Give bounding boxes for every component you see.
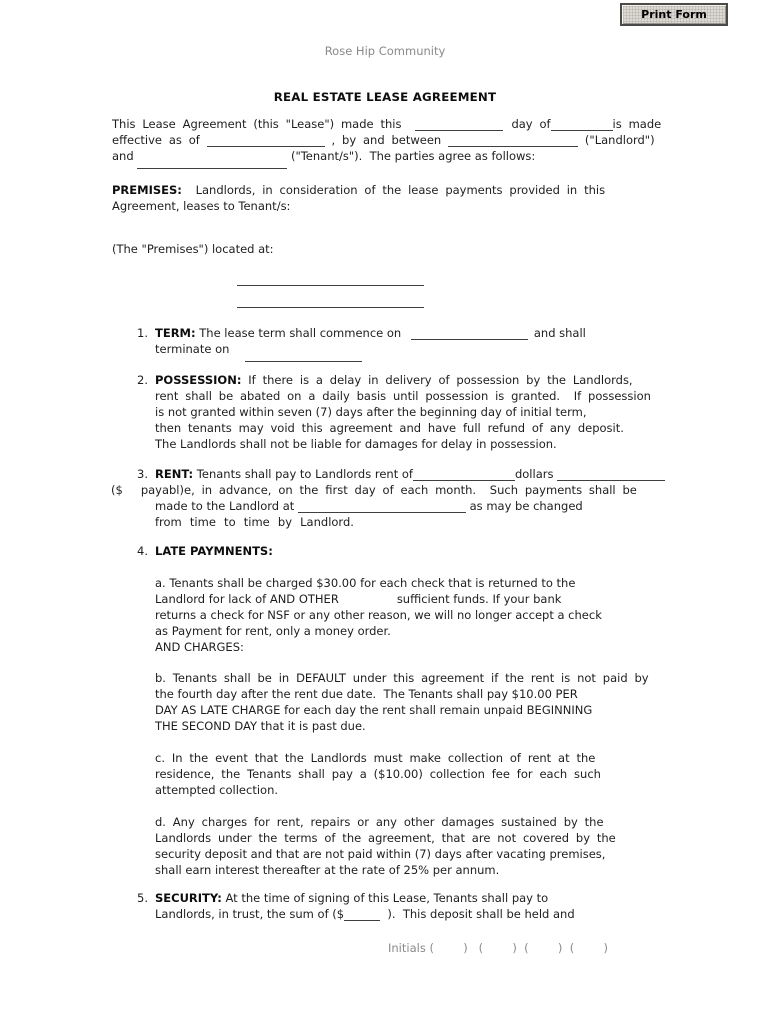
blank-fill-field bbox=[415, 130, 503, 131]
text-line bbox=[155, 907, 690, 923]
bold-label: TERM: bbox=[155, 326, 196, 340]
item-number: 5. bbox=[137, 891, 148, 905]
text-line bbox=[155, 831, 690, 847]
text-run: If there is a delay in delivery of possession by the Landlords, bbox=[241, 373, 633, 387]
text-line bbox=[155, 847, 690, 863]
text-line bbox=[112, 199, 672, 215]
text-line bbox=[155, 767, 690, 783]
list-item-possession bbox=[137, 373, 697, 453]
blank-fill-field bbox=[557, 480, 665, 481]
bold-label: SECURITY: bbox=[155, 891, 222, 905]
text-line bbox=[155, 703, 690, 719]
text-line bbox=[155, 405, 690, 421]
text-line bbox=[155, 515, 690, 531]
text-line bbox=[155, 719, 690, 735]
text-run: c. In the event that the Landlords must make collection of rent at the bbox=[155, 751, 596, 766]
text-line bbox=[155, 326, 690, 342]
text-line bbox=[155, 544, 690, 560]
text-run: Tenants shall pay to Landlords rent of bbox=[193, 467, 413, 481]
blank-fill-field bbox=[411, 339, 528, 340]
text-run: rent shall be abated on a daily basis until possession is granted. If possession bbox=[155, 388, 651, 403]
blank-fill-field bbox=[551, 130, 613, 131]
text-run: THE SECOND DAY that it is past due. bbox=[155, 719, 366, 734]
text-run: AND CHARGES: bbox=[155, 639, 244, 654]
item-body bbox=[155, 544, 690, 878]
text-run: payabl)e, in advance, on the first day of each month. Such payments shall be bbox=[140, 482, 637, 497]
list-item-late-payments bbox=[137, 544, 697, 878]
list-item-security bbox=[137, 891, 697, 923]
text-line bbox=[155, 815, 690, 831]
text-line bbox=[155, 467, 690, 483]
text-run: as may be changed bbox=[465, 498, 583, 513]
paragraph bbox=[155, 326, 690, 362]
item-number: 2. bbox=[137, 373, 148, 387]
blank-fill-field bbox=[298, 512, 466, 513]
text-run: security deposit and that are not paid within (7) days after vacating premises, bbox=[155, 846, 606, 861]
text-run: Landlords under the terms of the agreement, that are not covered by the bbox=[155, 830, 616, 845]
text-run: This Lease Agreement (this "Lease") made this bbox=[112, 117, 402, 131]
text-line bbox=[155, 421, 690, 437]
paragraph bbox=[155, 815, 690, 879]
text-run: from time to time by Landlord. bbox=[155, 514, 354, 529]
bold-label: LATE PAYMNENTS: bbox=[155, 544, 273, 558]
text-line bbox=[155, 342, 690, 362]
text-run: Landlords, in trust, the sum of ($ bbox=[155, 906, 345, 921]
text-run: Landlords, in consideration of the lease payments provided in this bbox=[181, 183, 606, 197]
text-run: ). This deposit shall be held and bbox=[380, 906, 575, 921]
text-line bbox=[155, 373, 690, 389]
paragraph bbox=[112, 183, 672, 215]
intro-paragraph bbox=[112, 117, 672, 169]
paragraph bbox=[155, 544, 690, 560]
text-line bbox=[155, 576, 690, 592]
text-line bbox=[111, 483, 690, 499]
text-line bbox=[155, 640, 690, 656]
list-item-rent bbox=[111, 467, 697, 531]
paragraph bbox=[112, 242, 672, 258]
paragraph bbox=[155, 751, 690, 799]
text-line bbox=[155, 751, 690, 767]
text-line bbox=[112, 183, 672, 199]
text-run: a. Tenants shall be charged $30.00 for each check that is returned to the bbox=[155, 575, 576, 590]
text-run: day of bbox=[511, 117, 551, 131]
text-run: dollars bbox=[514, 467, 558, 481]
text-line bbox=[155, 863, 690, 879]
text-run: and bbox=[112, 148, 138, 163]
text-run: The lease term shall commence on bbox=[195, 326, 405, 340]
print-form-button[interactable]: Print Form bbox=[620, 3, 728, 26]
text-line bbox=[112, 242, 672, 258]
text-run: is not granted within seven (7) days after the beginning day of initial term, bbox=[155, 404, 587, 419]
text-run: residence, the Tenants shall pay a ($10.00) collection fee for each such bbox=[155, 766, 601, 781]
blank-fill-field bbox=[448, 146, 578, 147]
text-line bbox=[112, 117, 672, 133]
premises-located-line bbox=[112, 242, 672, 258]
premises-paragraph bbox=[112, 183, 672, 215]
text-run: d. Any charges for rent, repairs or any other damages sustained by the bbox=[155, 814, 604, 829]
text-run: made to the Landlord at bbox=[155, 498, 298, 513]
text-line bbox=[112, 133, 672, 149]
bold-label: PREMISES: bbox=[112, 183, 182, 197]
text-run: Landlord for lack of AND OTHER bbox=[155, 591, 339, 606]
item-body bbox=[155, 891, 690, 923]
text-line bbox=[155, 437, 690, 453]
paragraph bbox=[111, 467, 690, 531]
text-run: ("Landlord") bbox=[578, 132, 655, 147]
blank-fill-field bbox=[413, 480, 515, 481]
paragraph bbox=[155, 576, 690, 656]
text-line bbox=[155, 783, 690, 799]
text-run: shall earn interest thereafter at the rate of 25% per annum. bbox=[155, 862, 500, 877]
text-run: ("Tenant/s"). The parties agree as follows: bbox=[287, 148, 536, 163]
blank-fill-field bbox=[245, 361, 362, 362]
list-item-term bbox=[137, 326, 697, 362]
text-run: Agreement, leases to Tenant/s: bbox=[112, 198, 291, 213]
text-line bbox=[155, 624, 690, 640]
text-run: terminate on bbox=[155, 341, 234, 356]
blank-fill-field bbox=[344, 920, 380, 921]
text-run: At the time of signing of this Lease, Tenants shall pay to bbox=[221, 891, 549, 905]
text-line bbox=[155, 499, 690, 515]
item-number: 3. bbox=[137, 467, 148, 481]
community-header: Rose Hip Community bbox=[324, 44, 446, 58]
text-run: returns a check for NSF or any other reason, we will no longer accept a check bbox=[155, 607, 602, 622]
text-run: The Landlords shall not be liable for damages for delay in possession. bbox=[155, 436, 557, 451]
initials-footer: Initials ( ) ( ) ( ) ( ) bbox=[388, 941, 608, 955]
text-run: b. Tenants shall be in DEFAULT under this agreement if the rent is not paid by bbox=[155, 671, 649, 686]
text-run: DAY AS LATE CHARGE for each day the rent shall remain unpaid BEGINNING bbox=[155, 703, 593, 718]
paragraph bbox=[155, 373, 690, 453]
text-run: then tenants may void this agreement and have full refund of any deposit. bbox=[155, 420, 624, 435]
paragraph bbox=[155, 671, 690, 735]
text-line bbox=[112, 149, 672, 169]
paragraph bbox=[155, 891, 690, 923]
item-body bbox=[155, 326, 690, 362]
text-run: , by and between bbox=[324, 132, 449, 147]
paragraph bbox=[112, 117, 672, 169]
text-line bbox=[155, 891, 690, 907]
text-run: is made bbox=[612, 117, 662, 131]
text-run: the fourth day after the rent due date. The Tenants shall pay $10.00 PER bbox=[155, 687, 578, 702]
item-number: 1. bbox=[137, 326, 148, 340]
blank-fill-field bbox=[207, 146, 325, 147]
document-title: REAL ESTATE LEASE AGREEMENT bbox=[273, 90, 497, 104]
text-run: (The "Premises") located at: bbox=[112, 242, 274, 256]
text-run: attempted collection. bbox=[155, 782, 279, 797]
text-line bbox=[155, 389, 690, 405]
text-line bbox=[155, 671, 690, 687]
item-body bbox=[155, 373, 690, 453]
text-line bbox=[155, 592, 690, 608]
text-run: sufficient funds. If your bank bbox=[396, 591, 562, 606]
text-line bbox=[155, 608, 690, 624]
address-blank-line-2 bbox=[237, 307, 424, 308]
text-run: ($ bbox=[111, 482, 123, 497]
item-body bbox=[111, 467, 690, 531]
bold-label: RENT: bbox=[155, 467, 194, 481]
text-run: effective as of bbox=[112, 132, 207, 147]
text-line bbox=[155, 687, 690, 703]
text-run: and shall bbox=[533, 326, 586, 340]
text-run: as Payment for rent, only a money order. bbox=[155, 623, 391, 638]
item-number: 4. bbox=[137, 544, 148, 558]
bold-label: POSSESSION: bbox=[155, 373, 242, 387]
address-blank-line-1 bbox=[237, 285, 424, 286]
blank-fill-field bbox=[137, 168, 287, 169]
